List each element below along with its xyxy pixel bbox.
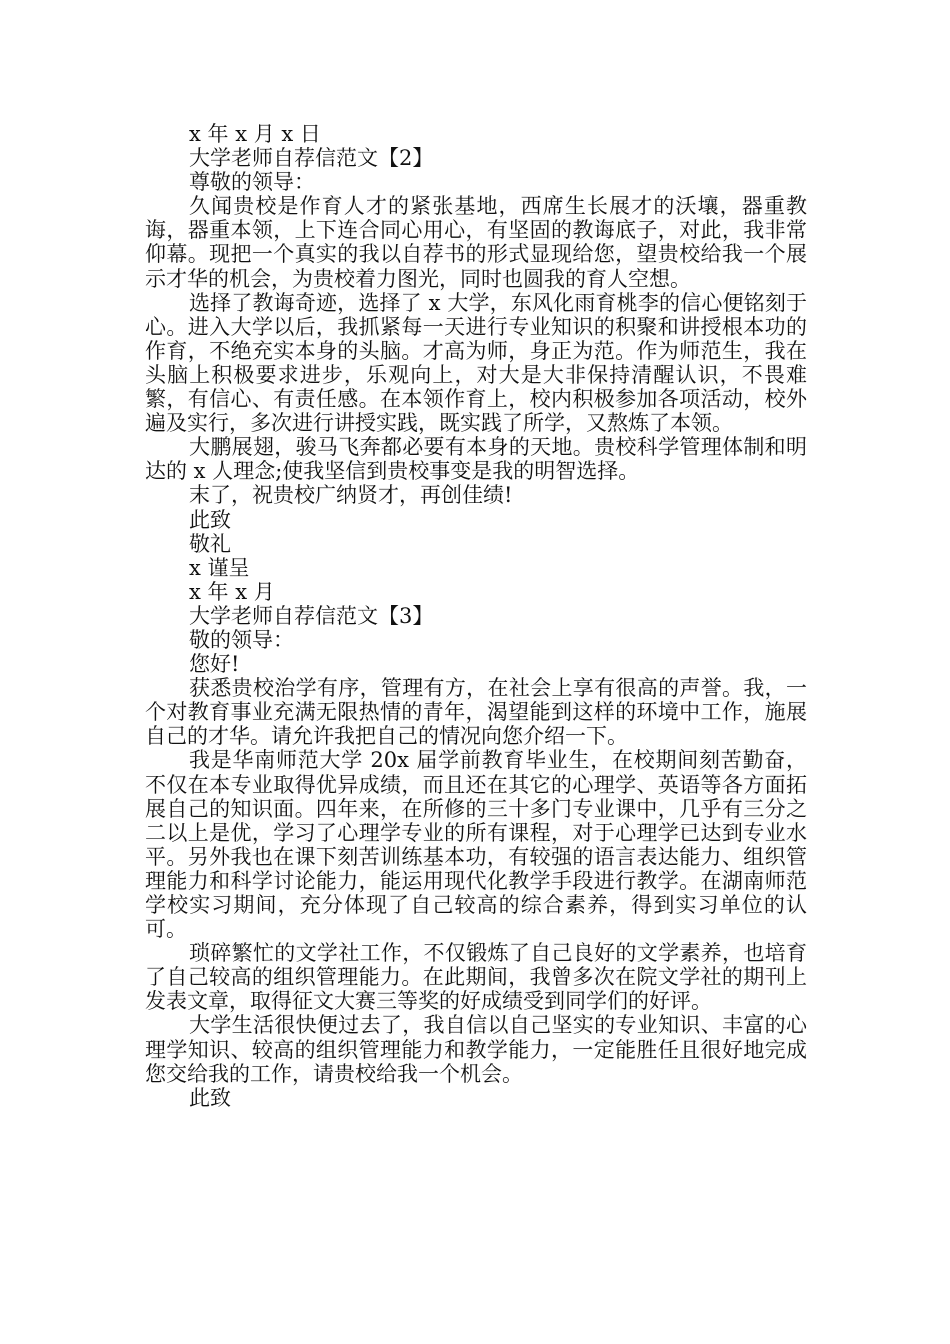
body-paragraph: 末了，祝贵校广纳贤才，再创佳绩!	[189, 483, 513, 508]
closing: 此致	[189, 1085, 231, 1110]
body-paragraph: 大学生活很快便过去了，我自信以自己坚实的专业知识、丰富的心理学知识、较高的组织管理能力和教学能力，一定能胜任且很好地完成您交给我的工作，请贵校给我一个机会。	[145, 1013, 807, 1086]
salutation: 尊敬的领导：	[189, 170, 315, 195]
date-line: x 年 x 月	[189, 579, 275, 604]
section-heading-3: 大学老师自荐信范文【3】	[189, 603, 434, 628]
body-paragraph: 大鹏展翅，骏马飞奔都必要有本身的天地。贵校科学管理体制和明达的 x 人理念;使我坚信到贵校事变是我的明智选择。	[145, 435, 807, 484]
section-heading-2: 大学老师自荐信范文【2】	[189, 146, 434, 171]
greeting: 您好!	[189, 652, 240, 677]
document-page	[145, 122, 807, 1110]
body-paragraph: 选择了教诲奇迹，选择了 x 大学，东风化雨育桃李的信心便铭刻于心。进入大学以后，我抓紧每一天进行专业知识的积聚和讲授根本功的作育，不绝充实本身的头脑。才高为师，身正为范。作为师范生，我在头脑上积极要求进步，乐观向上，对大是大非保持清醒认识，不畏难繁，有信心、有责任感。在本领作育上，校内积极参加各项活动，校外遍及实行，多次进行讲授实践，既实践了所学，又熬炼了本领。	[145, 290, 807, 436]
body-paragraph: 久闻贵校是作育人才的紧张基地，西席生长展才的沃壤，器重教诲，器重本领，上下连合同心用心，有坚固的教诲底子，对此，我非常仰幕。现把一个真实的我以自荐书的形式显现给您，望贵校给我一个展示才华的机会，为贵校着力图光，同时也圆我的育人空想。	[145, 194, 807, 291]
body-paragraph: 获悉贵校治学有序，管理有方，在社会上享有很高的声誉。我，一个对教育事业充满无限热情的青年，渴望能到这样的环境中工作，施展自己的才华。请允许我把自己的情况向您介绍一下。	[145, 676, 807, 749]
regards: 敬礼	[189, 531, 231, 556]
closing: 此致	[189, 507, 231, 532]
body-paragraph: 我是华南师范大学 20x 届学前教育毕业生，在校期间刻苦勤奋，不仅在本专业取得优异成绩，而且还在其它的心理学、英语等各方面拓展自己的知识面。四年来，在所修的三十多门专业课中，几乎有三分之二以上是优，学习了心理学专业的所有课程，对于心理学已达到专业水平。另外我也在课下刻苦训练基本功，有较强的语言表达能力、组织管理能力和科学讨论能力，能运用现代化教学手段进行教学。在湖南师范学校实习期间，充分体现了自己较高的综合素养，得到实习单位的认可。	[145, 748, 807, 942]
salutation: 敬的领导：	[189, 627, 294, 652]
date-line: x 年 x 月 x 日	[189, 122, 321, 146]
signature: x 谨呈	[189, 555, 250, 580]
body-paragraph: 琐碎繁忙的文学社工作，不仅锻炼了自己良好的文学素养，也培育了自己较高的组织管理能力。在此期间，我曾多次在院文学社的期刊上发表文章，取得征文大赛三等奖的好成绩受到同学们的好评。	[145, 941, 807, 1014]
